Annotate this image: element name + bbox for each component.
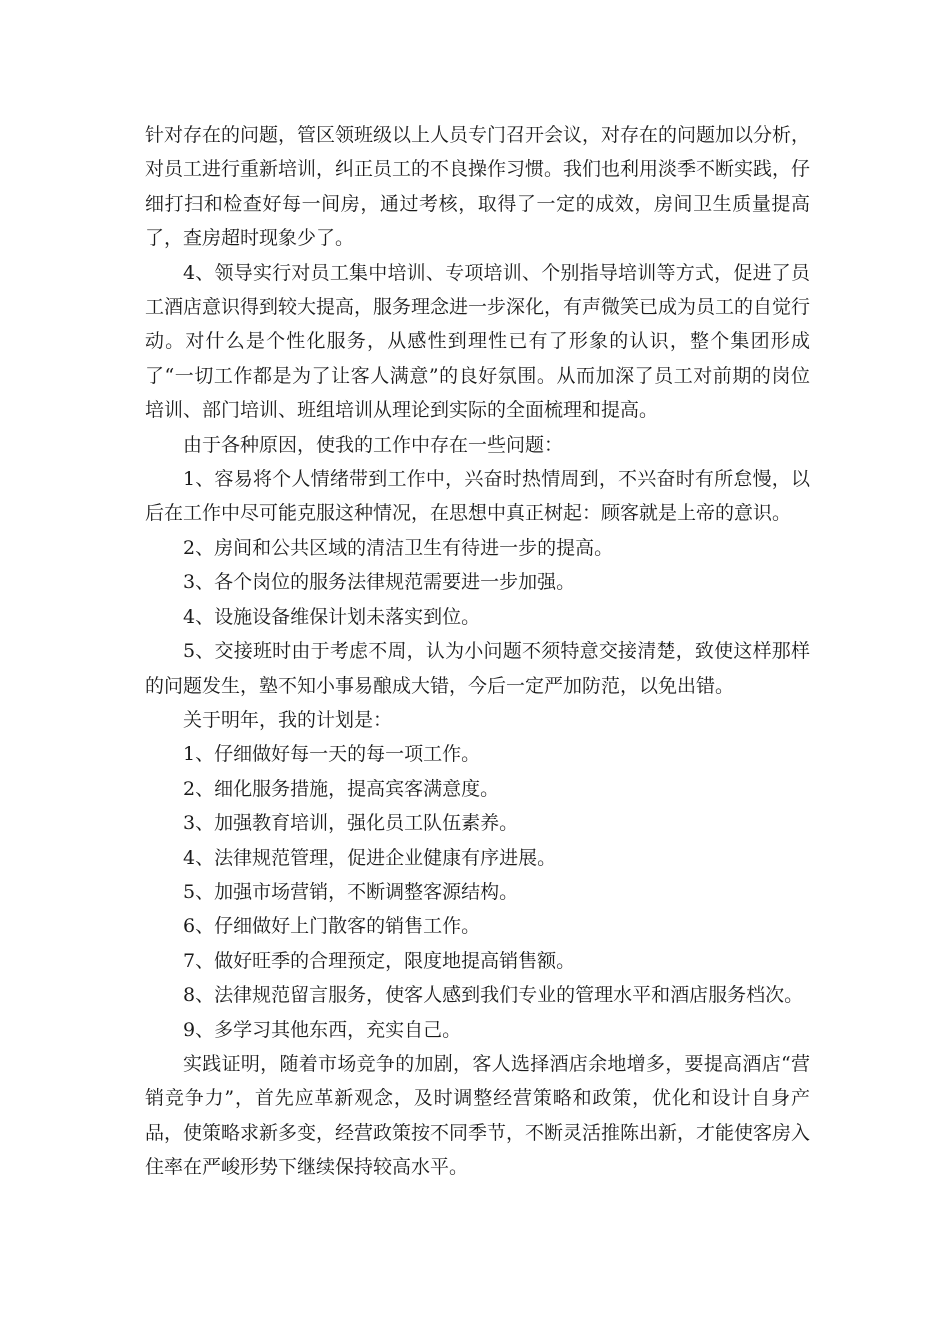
list-item: 3、各个岗位的服务法律规范需要进一步加强。 bbox=[183, 571, 576, 594]
list-item: 4、法律规范管理，促进企业健康有序进展。 bbox=[183, 846, 557, 869]
list-item: 5、交接班时由于考虑不周，认为小问题不须特意交接清楚，致使这样那样的问题发生，塾不知小事易酿成大错，今后一定严加防范，以免出错。 bbox=[145, 640, 810, 697]
paragraph-conclusion: 实践证明，随着市场竞争的加剧，客人选择酒店余地增多，要提高酒店“营销竞争力”，首先应革新观念，及时调整经营策略和政策，优化和设计自身产品，使策略求新多变，经营政策按不同季节，不断灵活推陈出新，才能使客房入住率在严峻形势下继续保持较高水平。 bbox=[145, 1052, 811, 1179]
paragraph-problems-intro: 由于各种原因，使我的工作中存在一些问题： bbox=[183, 433, 564, 456]
document-body bbox=[145, 118, 810, 1185]
list-item: 1、仔细做好每一天的每一项工作。 bbox=[183, 743, 481, 766]
list-item: 1、容易将个人情绪带到工作中，兴奋时热情周到，不兴奋时有所怠慢，以后在工作中尽可能克服这种情况，在思想中真正树起：顾客就是上帝的意识。 bbox=[145, 468, 810, 525]
list-item: 3、加强教育培训，强化员工队伍素养。 bbox=[183, 812, 519, 835]
list-item: 5、加强市场营销，不断调整客源结构。 bbox=[183, 880, 519, 903]
list-item: 2、房间和公共区域的清洁卫生有待进一步的提高。 bbox=[183, 536, 614, 559]
list-item: 6、仔细做好上门散客的销售工作。 bbox=[183, 915, 481, 938]
list-item: 8、法律规范留言服务，使客人感到我们专业的管理水平和酒店服务档次。 bbox=[183, 984, 804, 1007]
list-item: 9、多学习其他东西，充实自己。 bbox=[183, 1018, 462, 1041]
paragraph-training: 4、领导实行对员工集中培训、专项培训、个别指导培训等方式，促进了员工酒店意识得到较大提高，服务理念进一步深化，有声微笑已成为员工的自觉行动。对什么是个性化服务，从感性到理性已有了形象的认识，整个集团形成了“一切工作都是为了让客人满意”的良好氛围。从而加深了员工对前期的岗位培训、部门培训、班组培训从理论到实际的全面梳理和提高。 bbox=[145, 261, 811, 422]
list-item: 2、细化服务措施，提高宾客满意度。 bbox=[183, 777, 500, 800]
list-item: 7、做好旺季的合理预定，限度地提高销售额。 bbox=[183, 949, 576, 972]
paragraph-plans-intro: 关于明年，我的计划是： bbox=[183, 708, 393, 731]
list-item: 4、设施设备维保计划未落实到位。 bbox=[183, 605, 481, 628]
paragraph-problem-analysis: 针对存在的问题，管区领班级以上人员专门召开会议，对存在的问题加以分析，对员工进行重新培训，纠正员工的不良操作习惯。我们也利用淡季不断实践，仔细打扫和检查好每一间房，通过考核，取得了一定的成效，房间卫生质量提高了，查房超时现象少了。 bbox=[145, 124, 811, 250]
